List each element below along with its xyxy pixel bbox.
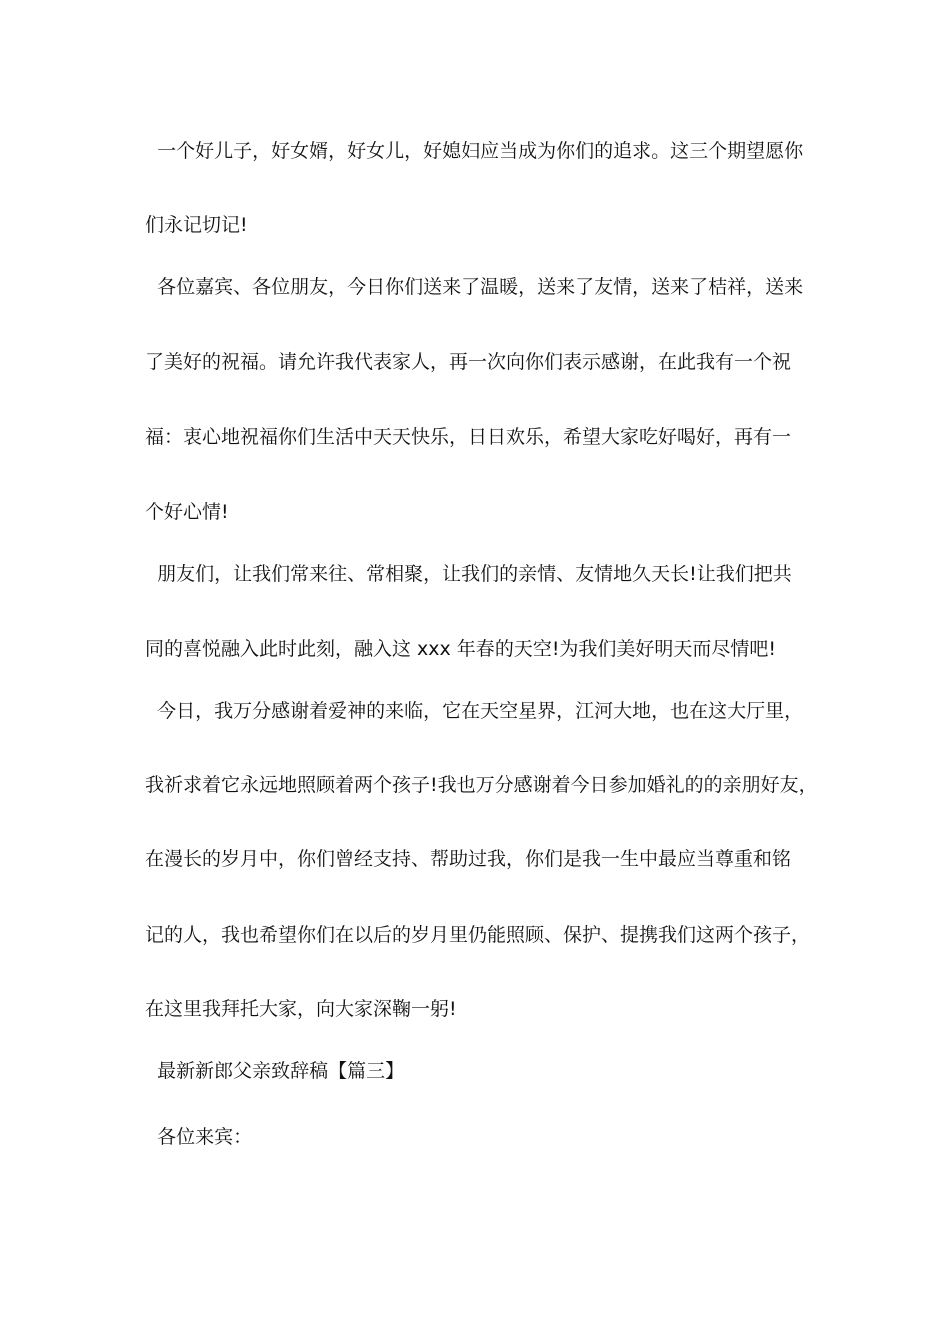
paragraph-line: 个好心情! <box>145 501 229 523</box>
paragraph-line: 在这里我拜托大家，向大家深鞠一躬! <box>145 998 457 1020</box>
paragraph-line: 我祈求着它永远地照顾着两个孩子!我也万分感谢着今日参加婚礼的的亲朋好友， <box>145 774 818 796</box>
paragraph-line: 同的喜悦融入此时此刻，融入这 xxx 年春的天空!为我们美好明天而尽情吧! <box>145 638 777 660</box>
paragraph-line: 一个好儿子，好女婿，好女儿，好媳妇应当成为你们的追求。这三个期望愿你 <box>145 140 804 162</box>
paragraph-line: 记的人，我也希望你们在以后的岁月里仍能照顾、保护、提携我们这两个孩子， <box>145 924 811 946</box>
salutation-line: 各位来宾： <box>145 1126 253 1148</box>
paragraph-line: 今日，我万分感谢着爱神的来临，它在天空星界，江河大地，也在这大厅里， <box>145 700 804 722</box>
section-heading: 最新新郎父亲致辞稿【篇三】 <box>145 1060 405 1082</box>
paragraph-line: 朋友们，让我们常来往、常相聚，让我们的亲情、友情地久天长!让我们把共 <box>145 563 792 585</box>
paragraph-line: 们永记切记! <box>145 214 248 236</box>
paragraph-line: 在漫长的岁月中，你们曾经支持、帮助过我，你们是我一生中最应当尊重和铭 <box>145 848 792 870</box>
paragraph-line: 了美好的祝福。请允许我代表家人，再一次向你们表示感谢，在此我有一个祝 <box>145 351 792 373</box>
paragraph-line: 各位嘉宾、各位朋友，今日你们送来了温暖，送来了友情，送来了桔祥，送来 <box>145 276 804 298</box>
paragraph-line: 福：衷心地祝福你们生活中天天快乐，日日欢乐，希望大家吃好喝好，再有一 <box>145 426 792 448</box>
